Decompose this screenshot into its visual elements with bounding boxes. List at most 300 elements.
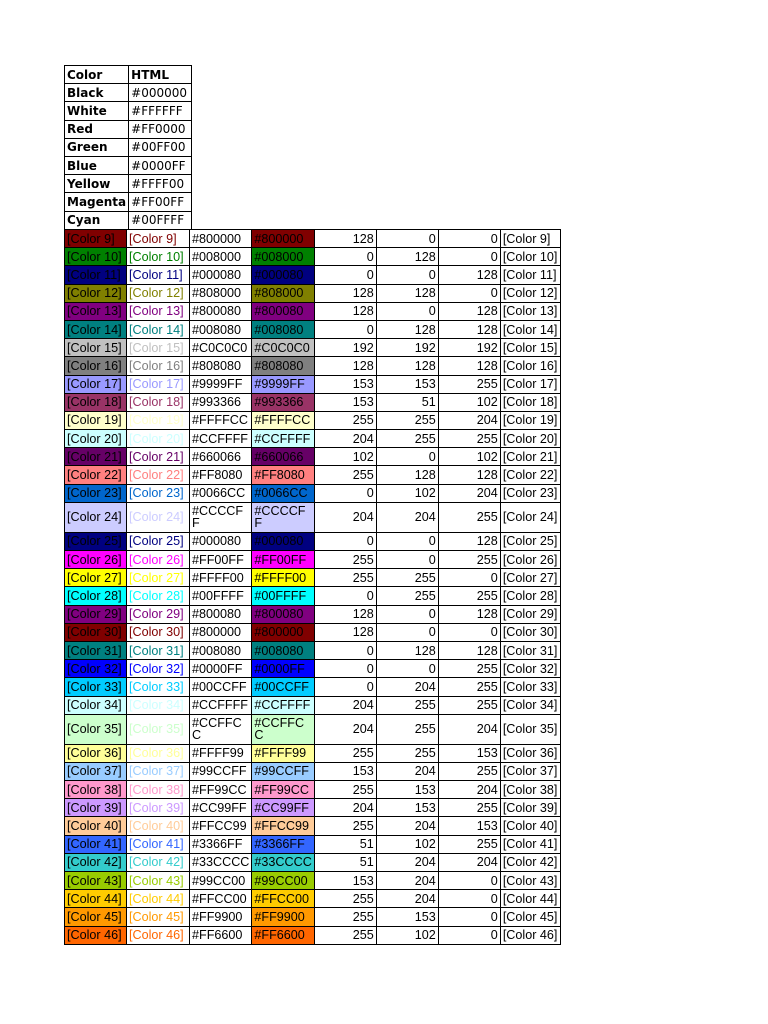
- html-code-cell[interactable]: #FF8080: [190, 466, 252, 484]
- red-value-cell[interactable]: 0: [314, 660, 376, 678]
- html-code-cell[interactable]: #800080: [190, 302, 252, 320]
- swatch-label-cell[interactable]: [Color 33]: [65, 678, 127, 696]
- red-value-cell[interactable]: 204: [314, 696, 376, 714]
- swatch-code-cell[interactable]: #808000: [252, 284, 314, 302]
- colored-label-cell[interactable]: [Color 28]: [127, 587, 190, 605]
- swatch-code-cell[interactable]: #0000FF: [252, 660, 314, 678]
- swatch-code-cell[interactable]: #C0C0C0: [252, 339, 314, 357]
- red-value-cell[interactable]: 0: [314, 248, 376, 266]
- label-end-cell[interactable]: [Color 46]: [500, 926, 560, 944]
- swatch-label-cell[interactable]: [Color 32]: [65, 660, 127, 678]
- swatch-code-cell[interactable]: #993366: [252, 393, 314, 411]
- colored-label-cell[interactable]: [Color 24]: [127, 502, 190, 532]
- swatch-label-cell[interactable]: [Color 28]: [65, 587, 127, 605]
- html-code-cell[interactable]: #660066: [190, 448, 252, 466]
- html-code-cell[interactable]: #000080: [190, 266, 252, 284]
- html-code-cell[interactable]: #33CCCC: [190, 853, 252, 871]
- colored-label-cell[interactable]: [Color 37]: [127, 762, 190, 780]
- color-name-cell[interactable]: Magenta: [65, 193, 129, 211]
- red-value-cell[interactable]: 0: [314, 678, 376, 696]
- html-header[interactable]: HTML: [129, 66, 192, 84]
- green-value-cell[interactable]: 128: [376, 641, 438, 659]
- swatch-code-cell[interactable]: #FFCC99: [252, 817, 314, 835]
- red-value-cell[interactable]: 0: [314, 266, 376, 284]
- html-code-cell[interactable]: #000080: [190, 532, 252, 550]
- html-code-cell[interactable]: #99CCFF: [190, 762, 252, 780]
- colored-label-cell[interactable]: [Color 25]: [127, 532, 190, 550]
- swatch-code-cell[interactable]: #008080: [252, 320, 314, 338]
- colored-label-cell[interactable]: [Color 35]: [127, 714, 190, 744]
- color-name-cell[interactable]: Cyan: [65, 211, 129, 229]
- blue-value-cell[interactable]: 255: [438, 551, 500, 569]
- red-value-cell[interactable]: 255: [314, 890, 376, 908]
- green-value-cell[interactable]: 153: [376, 799, 438, 817]
- red-value-cell[interactable]: 204: [314, 799, 376, 817]
- blue-value-cell[interactable]: 204: [438, 484, 500, 502]
- colored-label-cell[interactable]: [Color 40]: [127, 817, 190, 835]
- swatch-code-cell[interactable]: #FFFF99: [252, 744, 314, 762]
- swatch-label-cell[interactable]: [Color 20]: [65, 430, 127, 448]
- swatch-code-cell[interactable]: #008000: [252, 248, 314, 266]
- blue-value-cell[interactable]: 153: [438, 744, 500, 762]
- label-end-cell[interactable]: [Color 28]: [500, 587, 560, 605]
- swatch-code-cell[interactable]: #FF9900: [252, 908, 314, 926]
- label-end-cell[interactable]: [Color 40]: [500, 817, 560, 835]
- red-value-cell[interactable]: 0: [314, 587, 376, 605]
- colored-label-cell[interactable]: [Color 19]: [127, 411, 190, 429]
- swatch-code-cell[interactable]: #FFCC00: [252, 890, 314, 908]
- colored-label-cell[interactable]: [Color 36]: [127, 744, 190, 762]
- html-code-cell[interactable]: #FFFF00: [129, 175, 192, 193]
- blue-value-cell[interactable]: 128: [438, 532, 500, 550]
- label-end-cell[interactable]: [Color 12]: [500, 284, 560, 302]
- green-value-cell[interactable]: 204: [376, 890, 438, 908]
- blue-value-cell[interactable]: 255: [438, 799, 500, 817]
- colored-label-cell[interactable]: [Color 13]: [127, 302, 190, 320]
- blue-value-cell[interactable]: 102: [438, 448, 500, 466]
- green-value-cell[interactable]: 102: [376, 926, 438, 944]
- colored-label-cell[interactable]: [Color 33]: [127, 678, 190, 696]
- label-end-cell[interactable]: [Color 36]: [500, 744, 560, 762]
- html-code-cell[interactable]: #008000: [190, 248, 252, 266]
- green-value-cell[interactable]: 128: [376, 248, 438, 266]
- green-value-cell[interactable]: 0: [376, 623, 438, 641]
- html-code-cell[interactable]: #808000: [190, 284, 252, 302]
- swatch-code-cell[interactable]: #CCFFFF: [252, 696, 314, 714]
- green-value-cell[interactable]: 0: [376, 230, 438, 248]
- html-code-cell[interactable]: #FFCC99: [190, 817, 252, 835]
- blue-value-cell[interactable]: 204: [438, 411, 500, 429]
- green-value-cell[interactable]: 153: [376, 781, 438, 799]
- colored-label-cell[interactable]: [Color 27]: [127, 569, 190, 587]
- colored-label-cell[interactable]: [Color 44]: [127, 890, 190, 908]
- label-end-cell[interactable]: [Color 11]: [500, 266, 560, 284]
- red-value-cell[interactable]: 128: [314, 230, 376, 248]
- green-value-cell[interactable]: 128: [376, 466, 438, 484]
- red-value-cell[interactable]: 128: [314, 302, 376, 320]
- color-name-cell[interactable]: Green: [65, 138, 129, 156]
- green-value-cell[interactable]: 204: [376, 678, 438, 696]
- swatch-label-cell[interactable]: [Color 13]: [65, 302, 127, 320]
- swatch-code-cell[interactable]: #FF99CC: [252, 781, 314, 799]
- swatch-label-cell[interactable]: [Color 37]: [65, 762, 127, 780]
- colored-label-cell[interactable]: [Color 10]: [127, 248, 190, 266]
- colored-label-cell[interactable]: [Color 15]: [127, 339, 190, 357]
- red-value-cell[interactable]: 128: [314, 605, 376, 623]
- blue-value-cell[interactable]: 128: [438, 466, 500, 484]
- label-end-cell[interactable]: [Color 34]: [500, 696, 560, 714]
- html-code-cell[interactable]: #CC99FF: [190, 799, 252, 817]
- colored-label-cell[interactable]: [Color 18]: [127, 393, 190, 411]
- swatch-label-cell[interactable]: [Color 23]: [65, 484, 127, 502]
- swatch-code-cell[interactable]: #008080: [252, 641, 314, 659]
- blue-value-cell[interactable]: 192: [438, 339, 500, 357]
- red-value-cell[interactable]: 255: [314, 466, 376, 484]
- label-end-cell[interactable]: [Color 25]: [500, 532, 560, 550]
- colored-label-cell[interactable]: [Color 22]: [127, 466, 190, 484]
- swatch-label-cell[interactable]: [Color 38]: [65, 781, 127, 799]
- color-name-cell[interactable]: White: [65, 102, 129, 120]
- green-value-cell[interactable]: 255: [376, 744, 438, 762]
- html-code-cell[interactable]: #00CCFF: [190, 678, 252, 696]
- label-end-cell[interactable]: [Color 43]: [500, 872, 560, 890]
- red-value-cell[interactable]: 255: [314, 781, 376, 799]
- green-value-cell[interactable]: 204: [376, 762, 438, 780]
- swatch-label-cell[interactable]: [Color 36]: [65, 744, 127, 762]
- red-value-cell[interactable]: 128: [314, 357, 376, 375]
- red-value-cell[interactable]: 0: [314, 641, 376, 659]
- green-value-cell[interactable]: 204: [376, 817, 438, 835]
- colored-label-cell[interactable]: [Color 17]: [127, 375, 190, 393]
- blue-value-cell[interactable]: 255: [438, 375, 500, 393]
- colored-label-cell[interactable]: [Color 32]: [127, 660, 190, 678]
- label-end-cell[interactable]: [Color 21]: [500, 448, 560, 466]
- colored-label-cell[interactable]: [Color 43]: [127, 872, 190, 890]
- colored-label-cell[interactable]: [Color 29]: [127, 605, 190, 623]
- swatch-label-cell[interactable]: [Color 16]: [65, 357, 127, 375]
- blue-value-cell[interactable]: 255: [438, 587, 500, 605]
- blue-value-cell[interactable]: 0: [438, 926, 500, 944]
- red-value-cell[interactable]: 51: [314, 853, 376, 871]
- swatch-label-cell[interactable]: [Color 14]: [65, 320, 127, 338]
- red-value-cell[interactable]: 204: [314, 502, 376, 532]
- colored-label-cell[interactable]: [Color 39]: [127, 799, 190, 817]
- colored-label-cell[interactable]: [Color 21]: [127, 448, 190, 466]
- color-name-cell[interactable]: Black: [65, 84, 129, 102]
- label-end-cell[interactable]: [Color 33]: [500, 678, 560, 696]
- html-code-cell[interactable]: #808080: [190, 357, 252, 375]
- green-value-cell[interactable]: 255: [376, 714, 438, 744]
- colored-label-cell[interactable]: [Color 23]: [127, 484, 190, 502]
- blue-value-cell[interactable]: 255: [438, 762, 500, 780]
- label-end-cell[interactable]: [Color 27]: [500, 569, 560, 587]
- green-value-cell[interactable]: 255: [376, 569, 438, 587]
- blue-value-cell[interactable]: 0: [438, 230, 500, 248]
- swatch-code-cell[interactable]: #000080: [252, 266, 314, 284]
- color-header[interactable]: Color: [65, 66, 129, 84]
- color-name-cell[interactable]: Red: [65, 120, 129, 138]
- swatch-label-cell[interactable]: [Color 10]: [65, 248, 127, 266]
- html-code-cell[interactable]: #008080: [190, 641, 252, 659]
- html-code-cell[interactable]: #CCFFFF: [190, 430, 252, 448]
- swatch-code-cell[interactable]: #CCCCFF: [252, 502, 314, 532]
- blue-value-cell[interactable]: 255: [438, 502, 500, 532]
- red-value-cell[interactable]: 255: [314, 744, 376, 762]
- html-code-cell[interactable]: #993366: [190, 393, 252, 411]
- swatch-label-cell[interactable]: [Color 29]: [65, 605, 127, 623]
- label-end-cell[interactable]: [Color 35]: [500, 714, 560, 744]
- swatch-label-cell[interactable]: [Color 43]: [65, 872, 127, 890]
- green-value-cell[interactable]: 51: [376, 393, 438, 411]
- label-end-cell[interactable]: [Color 39]: [500, 799, 560, 817]
- html-code-cell[interactable]: #FF6600: [190, 926, 252, 944]
- colored-label-cell[interactable]: [Color 42]: [127, 853, 190, 871]
- label-end-cell[interactable]: [Color 14]: [500, 320, 560, 338]
- label-end-cell[interactable]: [Color 15]: [500, 339, 560, 357]
- html-code-cell[interactable]: #0000FF: [190, 660, 252, 678]
- swatch-label-cell[interactable]: [Color 34]: [65, 696, 127, 714]
- label-end-cell[interactable]: [Color 18]: [500, 393, 560, 411]
- label-end-cell[interactable]: [Color 41]: [500, 835, 560, 853]
- green-value-cell[interactable]: 0: [376, 605, 438, 623]
- html-code-cell[interactable]: #008080: [190, 320, 252, 338]
- html-code-cell[interactable]: #FFFF00: [190, 569, 252, 587]
- swatch-code-cell[interactable]: #660066: [252, 448, 314, 466]
- swatch-code-cell[interactable]: #FFFF00: [252, 569, 314, 587]
- blue-value-cell[interactable]: 0: [438, 569, 500, 587]
- swatch-label-cell[interactable]: [Color 18]: [65, 393, 127, 411]
- red-value-cell[interactable]: 0: [314, 484, 376, 502]
- green-value-cell[interactable]: 153: [376, 908, 438, 926]
- label-end-cell[interactable]: [Color 19]: [500, 411, 560, 429]
- label-end-cell[interactable]: [Color 42]: [500, 853, 560, 871]
- swatch-code-cell[interactable]: #9999FF: [252, 375, 314, 393]
- blue-value-cell[interactable]: 128: [438, 302, 500, 320]
- green-value-cell[interactable]: 204: [376, 872, 438, 890]
- label-end-cell[interactable]: [Color 16]: [500, 357, 560, 375]
- swatch-code-cell[interactable]: #3366FF: [252, 835, 314, 853]
- swatch-label-cell[interactable]: [Color 11]: [65, 266, 127, 284]
- colored-label-cell[interactable]: [Color 30]: [127, 623, 190, 641]
- html-code-cell[interactable]: #FF00FF: [190, 551, 252, 569]
- blue-value-cell[interactable]: 0: [438, 284, 500, 302]
- html-code-cell[interactable]: #800080: [190, 605, 252, 623]
- html-code-cell[interactable]: #0066CC: [190, 484, 252, 502]
- swatch-label-cell[interactable]: [Color 46]: [65, 926, 127, 944]
- green-value-cell[interactable]: 255: [376, 430, 438, 448]
- swatch-code-cell[interactable]: #99CC00: [252, 872, 314, 890]
- swatch-label-cell[interactable]: [Color 12]: [65, 284, 127, 302]
- green-value-cell[interactable]: 0: [376, 448, 438, 466]
- html-code-cell[interactable]: #CCCCFF: [190, 502, 252, 532]
- red-value-cell[interactable]: 51: [314, 835, 376, 853]
- label-end-cell[interactable]: [Color 32]: [500, 660, 560, 678]
- red-value-cell[interactable]: 255: [314, 908, 376, 926]
- blue-value-cell[interactable]: 204: [438, 714, 500, 744]
- html-code-cell[interactable]: #99CC00: [190, 872, 252, 890]
- html-code-cell[interactable]: #FFCC00: [190, 890, 252, 908]
- green-value-cell[interactable]: 0: [376, 532, 438, 550]
- swatch-code-cell[interactable]: #FFFFCC: [252, 411, 314, 429]
- html-code-cell[interactable]: #CCFFFF: [190, 696, 252, 714]
- green-value-cell[interactable]: 102: [376, 835, 438, 853]
- colored-label-cell[interactable]: [Color 41]: [127, 835, 190, 853]
- label-end-cell[interactable]: [Color 38]: [500, 781, 560, 799]
- red-value-cell[interactable]: 153: [314, 872, 376, 890]
- blue-value-cell[interactable]: 0: [438, 623, 500, 641]
- swatch-label-cell[interactable]: [Color 42]: [65, 853, 127, 871]
- red-value-cell[interactable]: 255: [314, 411, 376, 429]
- swatch-code-cell[interactable]: #CC99FF: [252, 799, 314, 817]
- html-code-cell[interactable]: #0000FF: [129, 156, 192, 174]
- html-code-cell[interactable]: #FF0000: [129, 120, 192, 138]
- swatch-label-cell[interactable]: [Color 22]: [65, 466, 127, 484]
- html-code-cell[interactable]: #800000: [190, 623, 252, 641]
- blue-value-cell[interactable]: 128: [438, 266, 500, 284]
- swatch-code-cell[interactable]: #800080: [252, 302, 314, 320]
- blue-value-cell[interactable]: 255: [438, 678, 500, 696]
- green-value-cell[interactable]: 128: [376, 284, 438, 302]
- colored-label-cell[interactable]: [Color 11]: [127, 266, 190, 284]
- swatch-code-cell[interactable]: #000080: [252, 532, 314, 550]
- swatch-label-cell[interactable]: [Color 35]: [65, 714, 127, 744]
- green-value-cell[interactable]: 153: [376, 375, 438, 393]
- label-end-cell[interactable]: [Color 17]: [500, 375, 560, 393]
- swatch-label-cell[interactable]: [Color 30]: [65, 623, 127, 641]
- blue-value-cell[interactable]: 255: [438, 696, 500, 714]
- blue-value-cell[interactable]: 128: [438, 641, 500, 659]
- green-value-cell[interactable]: 192: [376, 339, 438, 357]
- blue-value-cell[interactable]: 128: [438, 605, 500, 623]
- green-value-cell[interactable]: 255: [376, 411, 438, 429]
- swatch-code-cell[interactable]: #FF00FF: [252, 551, 314, 569]
- red-value-cell[interactable]: 153: [314, 393, 376, 411]
- swatch-label-cell[interactable]: [Color 44]: [65, 890, 127, 908]
- blue-value-cell[interactable]: 0: [438, 872, 500, 890]
- html-code-cell[interactable]: #FF9900: [190, 908, 252, 926]
- green-value-cell[interactable]: 0: [376, 660, 438, 678]
- label-end-cell[interactable]: [Color 20]: [500, 430, 560, 448]
- green-value-cell[interactable]: 255: [376, 587, 438, 605]
- red-value-cell[interactable]: 192: [314, 339, 376, 357]
- red-value-cell[interactable]: 255: [314, 551, 376, 569]
- label-end-cell[interactable]: [Color 45]: [500, 908, 560, 926]
- swatch-label-cell[interactable]: [Color 39]: [65, 799, 127, 817]
- red-value-cell[interactable]: 128: [314, 284, 376, 302]
- swatch-code-cell[interactable]: #800000: [252, 623, 314, 641]
- green-value-cell[interactable]: 204: [376, 502, 438, 532]
- label-end-cell[interactable]: [Color 37]: [500, 762, 560, 780]
- blue-value-cell[interactable]: 0: [438, 890, 500, 908]
- colored-label-cell[interactable]: [Color 20]: [127, 430, 190, 448]
- html-code-cell[interactable]: #00FFFF: [190, 587, 252, 605]
- blue-value-cell[interactable]: 128: [438, 320, 500, 338]
- swatch-label-cell[interactable]: [Color 25]: [65, 532, 127, 550]
- colored-label-cell[interactable]: [Color 26]: [127, 551, 190, 569]
- html-code-cell[interactable]: #3366FF: [190, 835, 252, 853]
- swatch-label-cell[interactable]: [Color 27]: [65, 569, 127, 587]
- label-end-cell[interactable]: [Color 13]: [500, 302, 560, 320]
- red-value-cell[interactable]: 255: [314, 926, 376, 944]
- swatch-code-cell[interactable]: #808080: [252, 357, 314, 375]
- colored-label-cell[interactable]: [Color 16]: [127, 357, 190, 375]
- swatch-label-cell[interactable]: [Color 19]: [65, 411, 127, 429]
- colored-label-cell[interactable]: [Color 46]: [127, 926, 190, 944]
- swatch-label-cell[interactable]: [Color 26]: [65, 551, 127, 569]
- red-value-cell[interactable]: 255: [314, 817, 376, 835]
- html-code-cell[interactable]: #CCFFCC: [190, 714, 252, 744]
- html-code-cell[interactable]: #800000: [190, 230, 252, 248]
- green-value-cell[interactable]: 128: [376, 320, 438, 338]
- swatch-code-cell[interactable]: #800080: [252, 605, 314, 623]
- swatch-code-cell[interactable]: #CCFFFF: [252, 430, 314, 448]
- colored-label-cell[interactable]: [Color 31]: [127, 641, 190, 659]
- green-value-cell[interactable]: 128: [376, 357, 438, 375]
- label-end-cell[interactable]: [Color 31]: [500, 641, 560, 659]
- label-end-cell[interactable]: [Color 22]: [500, 466, 560, 484]
- red-value-cell[interactable]: 0: [314, 532, 376, 550]
- swatch-code-cell[interactable]: #FF6600: [252, 926, 314, 944]
- red-value-cell[interactable]: 204: [314, 430, 376, 448]
- html-code-cell[interactable]: #000000: [129, 84, 192, 102]
- label-end-cell[interactable]: [Color 9]: [500, 230, 560, 248]
- blue-value-cell[interactable]: 255: [438, 835, 500, 853]
- html-code-cell[interactable]: #00FFFF: [129, 211, 192, 229]
- label-end-cell[interactable]: [Color 23]: [500, 484, 560, 502]
- red-value-cell[interactable]: 0: [314, 320, 376, 338]
- blue-value-cell[interactable]: 255: [438, 430, 500, 448]
- label-end-cell[interactable]: [Color 10]: [500, 248, 560, 266]
- red-value-cell[interactable]: 204: [314, 714, 376, 744]
- colored-label-cell[interactable]: [Color 14]: [127, 320, 190, 338]
- color-name-cell[interactable]: Blue: [65, 156, 129, 174]
- html-code-cell[interactable]: #00FF00: [129, 138, 192, 156]
- blue-value-cell[interactable]: 204: [438, 781, 500, 799]
- colored-label-cell[interactable]: [Color 12]: [127, 284, 190, 302]
- swatch-label-cell[interactable]: [Color 40]: [65, 817, 127, 835]
- colored-label-cell[interactable]: [Color 34]: [127, 696, 190, 714]
- green-value-cell[interactable]: 0: [376, 551, 438, 569]
- red-value-cell[interactable]: 102: [314, 448, 376, 466]
- blue-value-cell[interactable]: 153: [438, 817, 500, 835]
- html-code-cell[interactable]: #C0C0C0: [190, 339, 252, 357]
- blue-value-cell[interactable]: 0: [438, 248, 500, 266]
- blue-value-cell[interactable]: 0: [438, 908, 500, 926]
- red-value-cell[interactable]: 255: [314, 569, 376, 587]
- label-end-cell[interactable]: [Color 26]: [500, 551, 560, 569]
- swatch-label-cell[interactable]: [Color 45]: [65, 908, 127, 926]
- green-value-cell[interactable]: 102: [376, 484, 438, 502]
- label-end-cell[interactable]: [Color 30]: [500, 623, 560, 641]
- green-value-cell[interactable]: 0: [376, 266, 438, 284]
- green-value-cell[interactable]: 255: [376, 696, 438, 714]
- colored-label-cell[interactable]: [Color 38]: [127, 781, 190, 799]
- label-end-cell[interactable]: [Color 29]: [500, 605, 560, 623]
- swatch-code-cell[interactable]: #99CCFF: [252, 762, 314, 780]
- html-code-cell[interactable]: #FFFFFF: [129, 102, 192, 120]
- swatch-label-cell[interactable]: [Color 21]: [65, 448, 127, 466]
- swatch-code-cell[interactable]: #FF8080: [252, 466, 314, 484]
- label-end-cell[interactable]: [Color 24]: [500, 502, 560, 532]
- html-code-cell[interactable]: #FF99CC: [190, 781, 252, 799]
- swatch-code-cell[interactable]: #33CCCC: [252, 853, 314, 871]
- label-end-cell[interactable]: [Color 44]: [500, 890, 560, 908]
- html-code-cell[interactable]: #FFFF99: [190, 744, 252, 762]
- swatch-label-cell[interactable]: [Color 17]: [65, 375, 127, 393]
- swatch-code-cell[interactable]: #CCFFCC: [252, 714, 314, 744]
- red-value-cell[interactable]: 128: [314, 623, 376, 641]
- html-code-cell[interactable]: #9999FF: [190, 375, 252, 393]
